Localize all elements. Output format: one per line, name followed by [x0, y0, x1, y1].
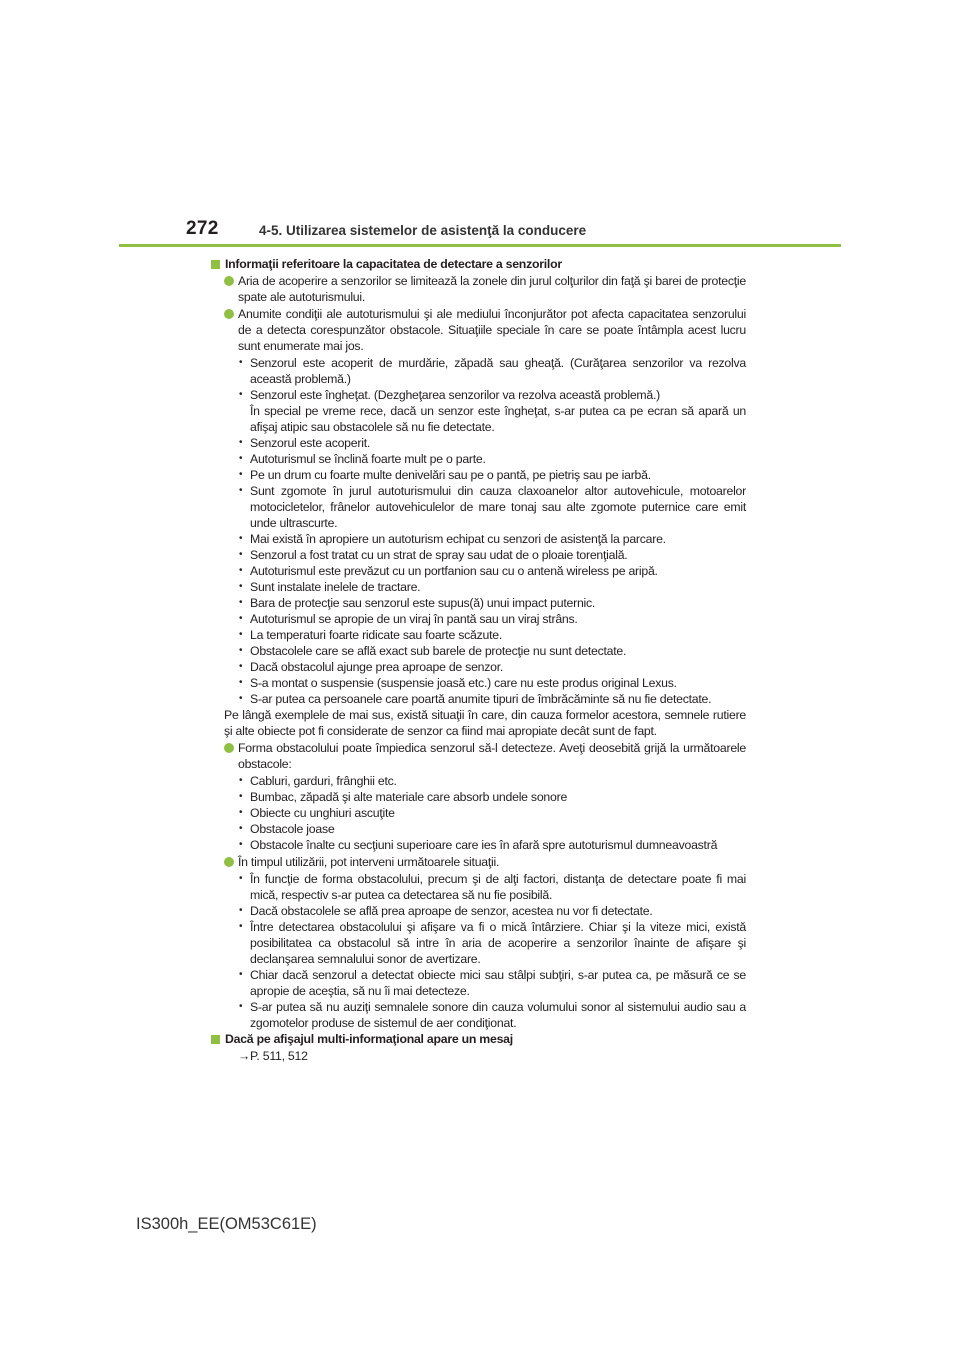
square-bullet-icon: [211, 260, 220, 269]
circle-bullet-icon: [224, 857, 234, 867]
list-item: • Obiecte cu unghiuri ascuţite: [239, 806, 395, 820]
list-item: • Obstacole înalte cu secţiuni superioare care ies în afară spre autoturismul dumneavoastră: [239, 838, 718, 852]
list-item: • La temperaturi foarte ridicate sau foarte scăzute.: [239, 628, 503, 642]
model-code: IS300h_EE(OM53C61E): [136, 1215, 317, 1233]
conditions-list: [224, 355, 746, 707]
list-item: • Mai există în apropiere un autoturism echipat cu senzori de asistenţă la parcare.: [239, 532, 666, 546]
note-paragraph: Pe lângă exemplele de mai sus, există situaţii în care, din cauza formelor acestora, semnele rutiere şi alte obiecte pot fi considerate de senzor ca fiind mai apropiate decât sunt de fapt.: [224, 708, 746, 738]
header-rule: [119, 244, 841, 247]
message-heading: Dacă pe afişajul multi-informaţional apare un mesaj: [224, 1031, 746, 1047]
list-item: • Bara de protecţie sau senzorul este supus(ă) unui impact puternic.: [239, 596, 596, 610]
circle-bullet-icon: [224, 743, 234, 753]
list-item: • Între detectarea obstacolului şi afişare va fi o mică întârziere. Chiar şi la viteze mici, există posibilitatea ca obstacolul să intre în aria de acoperire a senzorilor înainte de afişare şi declanşarea semnalului sonor de avertizare.: [239, 920, 746, 966]
list-item: • S-a montat o suspensie (suspensie joasă etc.) care nu este produs original Lexus.: [239, 676, 677, 690]
list-item: • În funcţie de forma obstacolului, precum şi de alţi factori, distanţa de detectare poate fi mai mică, respectiv s-ar putea ca detectarea să nu fie posibilă.: [239, 872, 746, 902]
list-item: • Sunt instalate inelele de tractare.: [239, 580, 421, 594]
obstacles-list: [224, 773, 746, 853]
page-reference-link[interactable]: →P. 511, 512: [238, 1049, 308, 1063]
list-item: • Senzorul este îngheţat. (Dezgheţarea senzorilor va rezolva această problemă.) În special pe vreme rece, dacă un senzor este îngheţat, s-ar putea ca pe ecran să apară un afişaj atipic sau obstacolele să nu fie detectate.: [239, 388, 746, 434]
list-item: • Cabluri, garduri, frânghii etc.: [239, 774, 397, 788]
bullet-shape: Forma obstacolului poate împiedica senzorul să-l detecteze. Aveţi deosebită grijă la următoarele obstacole:: [224, 740, 746, 772]
list-item: • Senzorul este acoperit.: [239, 436, 371, 450]
list-item: • Obstacolele care se află exact sub barele de protecţie nu sunt detectate.: [239, 644, 627, 658]
bullet-coverage: Aria de acoperire a senzorilor se limitează la zonele din jurul colţurilor din faţă şi barei de protecţie spate ale autoturismului.: [224, 273, 746, 305]
list-item: • Autoturismul se înclină foarte mult pe o parte.: [239, 452, 486, 466]
circle-bullet-icon: [224, 276, 234, 286]
circle-bullet-icon: [224, 309, 234, 319]
list-item: • Autoturismul este prevăzut cu un portfanion sau cu o antenă wireless pe aripă.: [239, 564, 658, 578]
usage-list: [224, 871, 746, 1031]
bullet-conditions: Anumite condiţii ale autoturismului şi ale mediului înconjurător pot afecta capacitatea senzorului de a detecta corespunzător obstacole. Situaţiile speciale în care se poate întâmpla acest lucru sunt enumerate mai jos.: [224, 306, 746, 354]
list-item: • Autoturismul se apropie de un viraj în pantă sau un viraj strâns.: [239, 612, 578, 626]
page-content: [224, 256, 746, 1064]
list-item: • Chiar dacă senzorul a detectat obiecte mici sau stâlpi subţiri, s-ar putea ca, pe măsură ce se apropie de aceştia, să nu îi mai detecteze.: [239, 968, 746, 998]
list-item: • Bumbac, zăpadă şi alte materiale care absorb undele sonore: [239, 790, 568, 804]
list-item: • S-ar putea să nu auziţi semnalele sonore din cauza volumului sonor al sistemului audio sau a zgomotelor produse de sistemul de aer condiţionat.: [239, 1000, 746, 1030]
list-item: • Senzorul este acoperit de murdărie, zăpadă sau gheaţă. (Curăţarea senzorilor va rezolva această problemă.): [239, 356, 746, 386]
list-item: • Pe un drum cu foarte multe denivelări sau pe o pantă, pe pietriş sau pe iarbă.: [239, 468, 651, 482]
list-item: • Dacă obstacolele se află prea aproape de senzor, acestea nu vor fi detectate.: [239, 904, 653, 918]
list-item: • S-ar putea ca persoanele care poartă anumite tipuri de îmbrăcăminte să nu fie detectate.: [239, 692, 712, 706]
list-item: • Obstacole joase: [239, 822, 335, 836]
section-title: 4-5. Utilizarea sistemelor de asistenţă la conducere: [259, 223, 587, 238]
page-number: 272: [186, 218, 219, 239]
sensor-capability-heading: Informaţii referitoare la capacitatea de detectare a senzorilor: [224, 256, 746, 272]
square-bullet-icon: [211, 1035, 220, 1044]
list-item: • Senzorul a fost tratat cu un strat de spray sau udat de o ploaie torenţială.: [239, 548, 628, 562]
bullet-usage: În timpul utilizării, pot interveni următoarele situaţii.: [224, 854, 746, 870]
list-item: • Dacă obstacolul ajunge prea aproape de senzor.: [239, 660, 504, 674]
list-item: • Sunt zgomote în jurul autoturismului din cauza claxoanelor altor autovehicule, motoarelor motocicletelor, frânelor autovehiculelor de mare tonaj sau alte zgomote puternice care emit unde ultrascurte.: [239, 484, 746, 530]
page-header: [186, 218, 846, 246]
